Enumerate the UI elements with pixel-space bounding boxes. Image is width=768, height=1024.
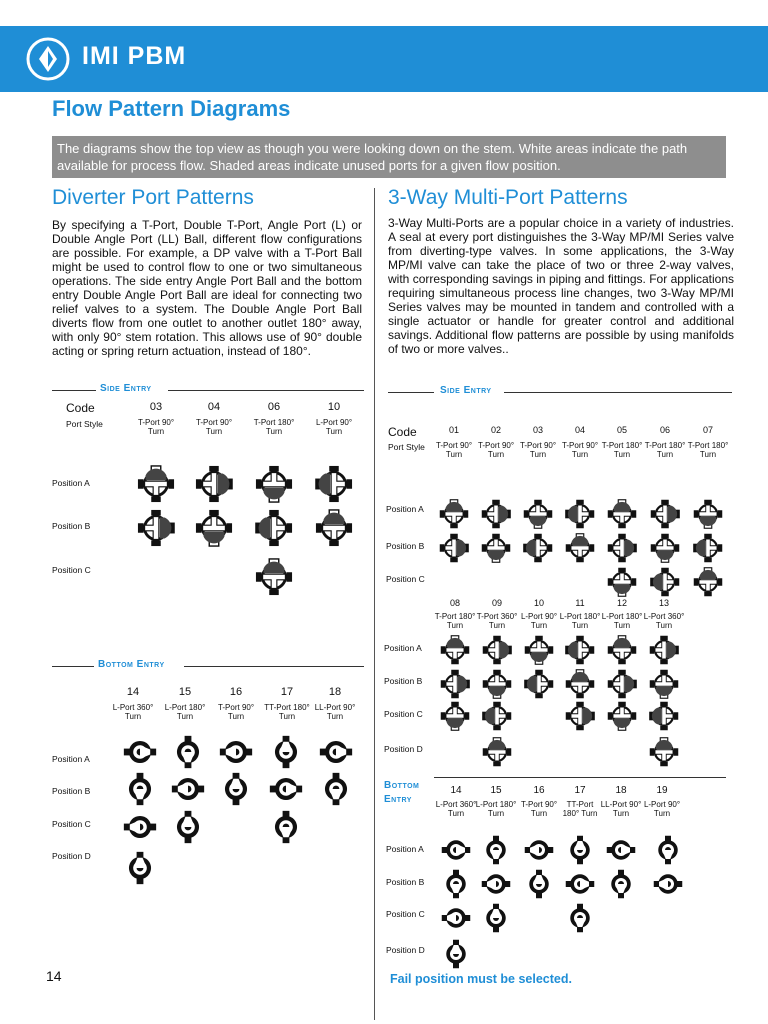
position-label: Position A — [384, 643, 422, 653]
bottom-entry-valve-diagram-icon — [565, 869, 595, 899]
side-entry-valve-diagram-icon — [649, 701, 679, 731]
bottom-entry-valve-diagram-icon — [524, 835, 554, 865]
position-label: Position C — [386, 909, 425, 919]
side-entry-valve-diagram-icon — [565, 499, 595, 529]
side-entry-valve-diagram-icon — [137, 509, 175, 547]
side-entry-valve-diagram-icon — [649, 635, 679, 665]
port-code: 08 — [449, 598, 460, 608]
side-entry-valve-diagram-icon — [693, 533, 723, 563]
side-entry-valve-diagram-icon — [524, 635, 554, 665]
port-code: 09 — [491, 598, 502, 608]
port-description: T-Port 90° Turn — [561, 441, 599, 459]
section-rule — [504, 392, 732, 393]
side-entry-valve-diagram-icon — [195, 509, 233, 547]
position-label: Position C — [52, 565, 91, 575]
port-code: 18 — [615, 785, 627, 796]
diverter-paragraph: By specifying a T-Port, Double T-Port, Angle Port (L) or Double Angle Port (LL) Ball, different flow configurations are possible. For example, a DP valve with a T-Port Ball might be used to control flow to one or two simultaneous operations. The side entry Angle Port Ball and the bottom entry Double Angle Port Ball are ideal for connecting two relief valves to a system. The Double Angle Port Ball diverts flow from one outlet to another outlet 180° away, with only 90° stem rotation. This allows use of 90° double acting or spring return actuation, instead of 180°. — [52, 218, 362, 358]
side-entry-valve-diagram-icon — [649, 737, 679, 767]
position-label: Position B — [52, 786, 91, 796]
multiport-paragraph: 3-Way Multi-Ports are a popular choice in a variety of industries. A seal at every port distinguishes the 3-Way MP/MI Series valve from diverting-type valves. In some applications, the 3-Way MP/MI valve can take the place of two or three 2-way valves, with corresponding savings in piping and fittings. For applications requiring simultaneous process line changes, two 3-Way MP/MI Series valves may be mounted in tandem and controlled with a single actuator or handle for greater control and additional savings. Additional flow patterns are possible by using manifolds of two or more valves.. — [388, 216, 734, 356]
side-entry-valve-diagram-icon — [440, 701, 470, 731]
side-entry-valve-diagram-icon — [565, 669, 595, 699]
side-entry-valve-diagram-icon — [481, 499, 511, 529]
port-code: 06 — [659, 425, 670, 435]
side-entry-valve-diagram-icon — [607, 635, 637, 665]
side-entry-valve-diagram-icon — [607, 567, 637, 597]
port-description: T-Port 180° Turn — [253, 418, 295, 436]
position-label: Position D — [52, 851, 91, 861]
bottom-entry-valve-diagram-icon — [481, 869, 511, 899]
port-code: 10 — [533, 598, 544, 608]
bottom-entry-valve-diagram-icon — [171, 735, 205, 769]
bottom-entry-valve-diagram-icon — [441, 903, 471, 933]
port-code: 02 — [490, 425, 501, 435]
position-label: Position A — [386, 504, 424, 514]
code-label: Code — [66, 401, 95, 415]
side-entry-valve-diagram-icon — [523, 533, 553, 563]
port-code: 16 — [533, 785, 545, 796]
port-code: 13 — [658, 598, 669, 608]
bottom-entry-valve-diagram-icon — [269, 772, 303, 806]
position-label: Position B — [386, 877, 425, 887]
page-number: 14 — [46, 968, 62, 984]
port-code: 01 — [448, 425, 459, 435]
port-description: T-Port 90° Turn — [195, 418, 233, 436]
port-description: TT-Port 180° Turn — [562, 800, 598, 818]
port-description: T-Port 90° Turn — [477, 441, 515, 459]
section-rule — [168, 390, 364, 391]
side-entry-valve-diagram-icon — [315, 509, 353, 547]
port-description: LL-Port 90° Turn — [314, 703, 356, 721]
port-code: 04 — [207, 401, 221, 413]
side-entry-valve-diagram-icon — [607, 533, 637, 563]
side-entry-valve-diagram-icon — [482, 737, 512, 767]
position-label: Position B — [384, 676, 423, 686]
side-entry-valve-diagram-icon — [481, 533, 511, 563]
side-entry-valve-diagram-icon — [255, 509, 293, 547]
position-label: Position D — [386, 945, 425, 955]
port-style-label: Port Style — [388, 442, 425, 452]
bottom-entry-valve-diagram-icon — [319, 735, 353, 769]
section-rule — [52, 666, 94, 667]
bottom-entry-valve-diagram-icon — [171, 810, 205, 844]
side-entry-valve-diagram-icon — [607, 499, 637, 529]
port-code: 19 — [656, 785, 668, 796]
side-entry-valve-diagram-icon — [650, 499, 680, 529]
bottom-entry-valve-diagram-icon — [319, 772, 353, 806]
position-label: Position A — [52, 754, 90, 764]
port-description: L-Port 360° Turn — [435, 800, 477, 818]
port-description: T-Port 90° Turn — [520, 800, 558, 818]
side-entry-valve-diagram-icon — [693, 499, 723, 529]
port-code: 06 — [267, 401, 281, 413]
column-divider — [374, 188, 375, 1020]
page-title: Flow Pattern Diagrams — [52, 96, 291, 121]
position-label: Position B — [52, 521, 91, 531]
port-description: LL-Port 90° Turn — [600, 800, 642, 818]
port-description: L-Port 360° Turn — [643, 612, 685, 630]
bottom-entry-valve-diagram-icon — [171, 772, 205, 806]
section-rule — [184, 666, 364, 667]
bottom-entry-valve-diagram-icon — [269, 810, 303, 844]
bottom-entry-valve-diagram-icon — [123, 772, 157, 806]
position-label: Position D — [384, 744, 423, 754]
side-entry-valve-diagram-icon — [650, 533, 680, 563]
brand-name: IMI PBM — [82, 42, 187, 70]
bottom-entry-valve-diagram-icon — [269, 735, 303, 769]
section-rule — [52, 390, 96, 391]
port-description: L-Port 90° Turn — [643, 800, 681, 818]
side-entry-valve-diagram-icon — [524, 669, 554, 699]
port-code: 03 — [532, 425, 543, 435]
port-code: 05 — [616, 425, 627, 435]
side-entry-valve-diagram-icon — [440, 635, 470, 665]
port-code: 10 — [327, 401, 341, 413]
side-entry-valve-diagram-icon — [440, 669, 470, 699]
port-code: 17 — [574, 785, 586, 796]
port-code: 17 — [280, 686, 294, 698]
side-entry-valve-diagram-icon — [195, 465, 233, 503]
side-entry-valve-diagram-icon — [255, 558, 293, 596]
port-description: T-Port 90° Turn — [435, 441, 473, 459]
port-description: L-Port 90° Turn — [315, 418, 353, 436]
bottom-entry-valve-diagram-icon — [653, 835, 683, 865]
port-code: 11 — [575, 598, 585, 608]
side-entry-valve-diagram-icon — [482, 701, 512, 731]
bottom-entry-valve-diagram-icon — [441, 835, 471, 865]
side-entry-valve-diagram-icon — [439, 499, 469, 529]
code-label: Code — [388, 425, 417, 439]
position-label: Position C — [384, 709, 423, 719]
port-description: T-Port 90° Turn — [217, 703, 255, 721]
side-entry-valve-diagram-icon — [650, 567, 680, 597]
side-entry-valve-diagram-icon — [565, 533, 595, 563]
right-bottom-entry-label — [384, 779, 419, 807]
position-label: Position C — [52, 819, 91, 829]
port-description: T-Port 180° Turn — [687, 441, 729, 459]
port-description: L-Port 180° Turn — [559, 612, 601, 630]
bottom-label-line1: Bottom — [384, 780, 420, 791]
bottom-entry-valve-diagram-icon — [653, 869, 683, 899]
port-code: 15 — [178, 686, 192, 698]
bottom-entry-valve-diagram-icon — [565, 835, 595, 865]
bottom-entry-valve-diagram-icon — [606, 835, 636, 865]
port-code: 14 — [126, 686, 140, 698]
position-label: Position B — [386, 541, 425, 551]
diverter-title: Diverter Port Patterns — [52, 186, 254, 209]
fail-note: Fail position must be selected. — [390, 972, 572, 986]
side-entry-valve-diagram-icon — [482, 635, 512, 665]
port-style-label: Port Style — [66, 419, 103, 429]
port-description: L-Port 360° Turn — [112, 703, 154, 721]
bottom-entry-valve-diagram-icon — [441, 869, 471, 899]
section-rule — [388, 392, 434, 393]
bottom-entry-valve-diagram-icon — [606, 869, 636, 899]
bottom-entry-valve-diagram-icon — [123, 735, 157, 769]
position-label: Position A — [52, 478, 90, 488]
port-description: L-Port 90° Turn — [520, 612, 558, 630]
port-description: T-Port 180° Turn — [434, 612, 476, 630]
side-entry-valve-diagram-icon — [523, 499, 553, 529]
side-entry-valve-diagram-icon — [649, 669, 679, 699]
port-code: 12 — [616, 598, 627, 608]
port-code: 04 — [574, 425, 585, 435]
intro-box: The diagrams show the top view as though you were looking down on the stem. White areas indicate the path available for process flow. Shaded areas indicate unused ports for a given flow position. — [52, 136, 726, 178]
side-entry-valve-diagram-icon — [607, 701, 637, 731]
bottom-entry-valve-diagram-icon — [481, 903, 511, 933]
port-description: T-Port 90° Turn — [137, 418, 175, 436]
side-entry-valve-diagram-icon — [137, 465, 175, 503]
position-label: Position C — [386, 574, 425, 584]
port-description: L-Port 180° Turn — [164, 703, 206, 721]
port-description: T-Port 360° Turn — [476, 612, 518, 630]
side-entry-valve-diagram-icon — [693, 567, 723, 597]
side-entry-valve-diagram-icon — [565, 635, 595, 665]
side-entry-valve-diagram-icon — [482, 669, 512, 699]
bottom-entry-valve-diagram-icon — [123, 810, 157, 844]
bottom-entry-valve-diagram-icon — [441, 939, 471, 969]
bottom-entry-valve-diagram-icon — [219, 735, 253, 769]
side-entry-valve-diagram-icon — [255, 465, 293, 503]
port-description: T-Port 180° Turn — [644, 441, 686, 459]
port-description: L-Port 180° Turn — [601, 612, 643, 630]
port-code: 14 — [450, 785, 462, 796]
side-entry-valve-diagram-icon — [565, 701, 595, 731]
bottom-entry-valve-diagram-icon — [219, 772, 253, 806]
brand-header — [0, 26, 768, 92]
side-entry-valve-diagram-icon — [315, 465, 353, 503]
port-code: 07 — [702, 425, 713, 435]
bottom-entry-valve-diagram-icon — [123, 851, 157, 885]
port-description: TT-Port 180° Turn — [264, 703, 310, 721]
position-label: Position A — [386, 844, 424, 854]
right-side-entry-label: Side Entry — [440, 385, 492, 396]
imi-logo-icon — [26, 37, 70, 81]
side-entry-valve-diagram-icon — [607, 669, 637, 699]
multiport-title: 3-Way Multi-Port Patterns — [388, 186, 628, 209]
port-code: 18 — [328, 686, 342, 698]
section-rule — [434, 777, 726, 778]
port-code: 15 — [490, 785, 502, 796]
port-code: 16 — [229, 686, 243, 698]
bottom-entry-valve-diagram-icon — [524, 869, 554, 899]
left-bottom-entry-label: Bottom Entry — [98, 659, 165, 670]
port-code: 03 — [149, 401, 163, 413]
bottom-entry-valve-diagram-icon — [481, 835, 511, 865]
port-description: T-Port 90° Turn — [519, 441, 557, 459]
side-entry-valve-diagram-icon — [439, 533, 469, 563]
bottom-label-line2: Entry — [384, 794, 412, 805]
port-description: L-Port 180° Turn — [475, 800, 517, 818]
bottom-entry-valve-diagram-icon — [565, 903, 595, 933]
port-description: T-Port 180° Turn — [601, 441, 643, 459]
left-side-entry-label: Side Entry — [100, 383, 152, 394]
